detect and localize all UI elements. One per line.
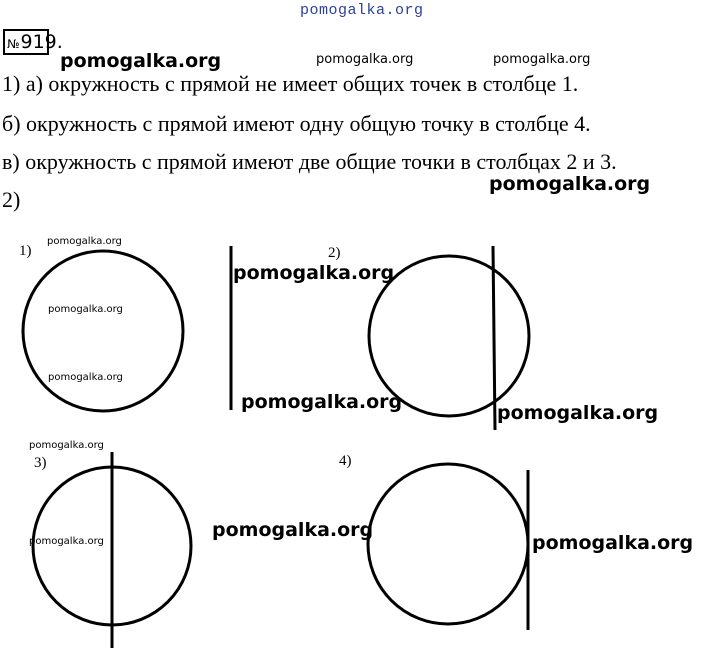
watermark: pomogalka.org — [47, 236, 122, 247]
figure-label-4: 4) — [339, 453, 352, 469]
circle-fig1 — [23, 251, 183, 411]
answer-line-4: 2) — [2, 187, 21, 212]
watermark: pomogalka.org — [48, 304, 123, 315]
watermark: pomogalka.org — [29, 440, 104, 451]
figure-label-2: 2) — [328, 245, 341, 261]
figure-label-3: 3) — [34, 455, 47, 471]
answer-line-3: в) окружность с прямой имеют две общие точки в столбцах 2 и 3. — [2, 149, 617, 174]
watermark: pomogalka.org — [233, 262, 395, 284]
watermark: pomogalka.org — [29, 536, 104, 547]
line-fig2 — [493, 246, 495, 430]
watermark: pomogalka.org — [48, 372, 123, 383]
watermark: pomogalka.org — [241, 391, 403, 413]
watermark: pomogalka.org — [497, 402, 659, 424]
watermark: pomogalka.org — [493, 52, 591, 67]
problem-number: 919. — [20, 31, 63, 53]
answer-line-1: 1) а) окружность с прямой не имеет общих точек в столбце 1. — [2, 71, 579, 96]
watermark: pomogalka.org — [316, 52, 414, 67]
watermark: pomogalka.org — [532, 532, 694, 554]
watermark: pomogalka.org — [60, 50, 222, 72]
watermark-top: pomogalka.org — [300, 2, 424, 19]
figure-label-1: 1) — [19, 243, 32, 259]
answer-line-2: б) окружность с прямой имеют одну общую точку в столбце 4. — [2, 111, 591, 136]
circle-fig4 — [368, 464, 528, 624]
number-sign: № — [7, 37, 20, 51]
watermark: pomogalka.org — [489, 173, 651, 195]
watermark: pomogalka.org — [212, 519, 374, 541]
